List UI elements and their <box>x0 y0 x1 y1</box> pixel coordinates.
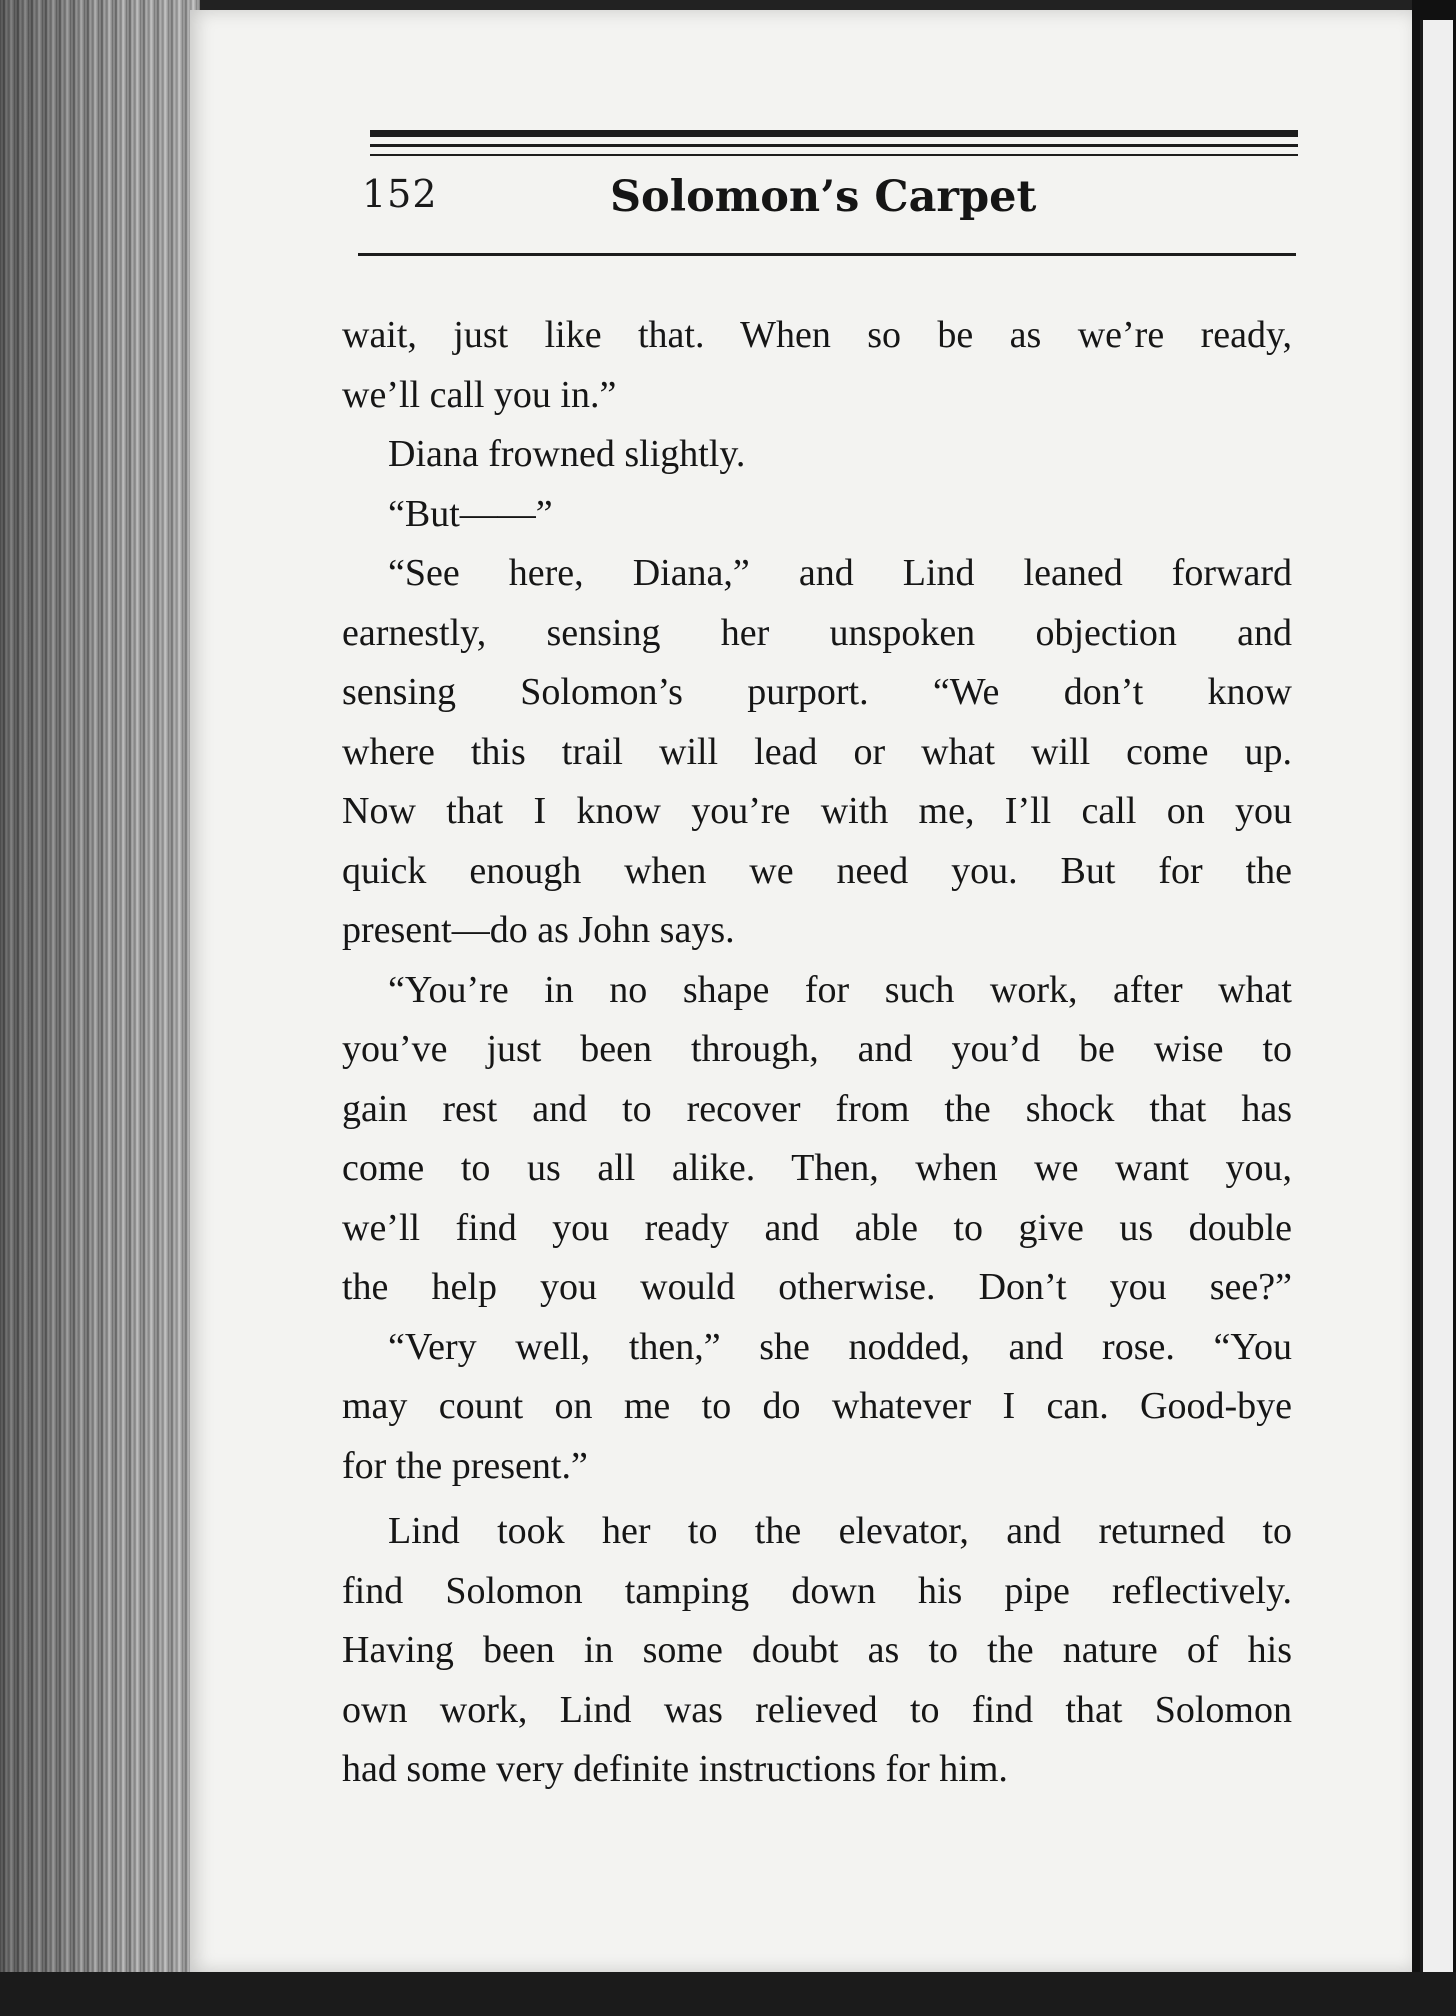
header-rule-bottom <box>358 253 1296 256</box>
body-text <box>342 306 1292 1800</box>
text-line: “See here, Diana,” and Lind leaned forward <box>388 552 1292 594</box>
text-line: “But——” <box>388 492 553 535</box>
book-page-edges <box>0 0 200 2016</box>
text-line: gain rest and to recover from the shock that has <box>342 1087 1292 1130</box>
text-line: sensing Solomon’s purport. “We don’t know <box>342 671 1292 713</box>
header-rule-middle <box>370 144 1298 147</box>
text-line: had some very definite instructions for him. <box>342 1748 1008 1790</box>
header-rule-thin <box>370 154 1298 156</box>
text-line: come to us all alike. Then, when we want you, <box>342 1147 1292 1189</box>
text-line: we’ll find you ready and able to give us double <box>342 1206 1292 1249</box>
text-line: may count on me to do whatever I can. Good-bye <box>342 1385 1292 1427</box>
text-line: wait, just like that. When so be as we’re ready, <box>342 314 1292 356</box>
text-line: we’ll call you in.” <box>342 373 617 416</box>
text-line: for the present.” <box>342 1444 588 1487</box>
text-line: “You’re in no shape for such work, after what <box>388 968 1292 1011</box>
text-line: the help you would otherwise. Don’t you see?” <box>342 1266 1292 1308</box>
text-line: Having been in some doubt as to the nature of his <box>342 1629 1292 1671</box>
facing-page-sliver <box>1420 20 1453 1980</box>
text-line: Diana frowned slightly. <box>388 433 746 475</box>
text-line: “Very well, then,” she nodded, and rose. “You <box>388 1325 1292 1368</box>
text-line: find Solomon tamping down his pipe reflectively. <box>342 1569 1292 1612</box>
text-line: present—do as John says. <box>342 909 735 951</box>
text-line: where this trail will lead or what will come up. <box>342 730 1292 773</box>
text-line: quick enough when we need you. But for the <box>342 849 1292 892</box>
running-head-title: Solomon’s Carpet <box>610 172 1037 222</box>
text-line: Lind took her to the elevator, and returned to <box>388 1510 1292 1552</box>
scan-bottom-border <box>0 1972 1456 2016</box>
facing-page-edge <box>1412 0 1456 2016</box>
page-number: 152 <box>362 172 438 216</box>
text-line: you’ve just been through, and you’d be wise to <box>342 1028 1292 1070</box>
header-rule-thick <box>370 130 1298 137</box>
text-line: Now that I know you’re with me, I’ll call on you <box>342 790 1292 832</box>
text-line: earnestly, sensing her unspoken objection and <box>342 611 1292 654</box>
text-line: own work, Lind was relieved to find that Solomon <box>342 1688 1292 1731</box>
